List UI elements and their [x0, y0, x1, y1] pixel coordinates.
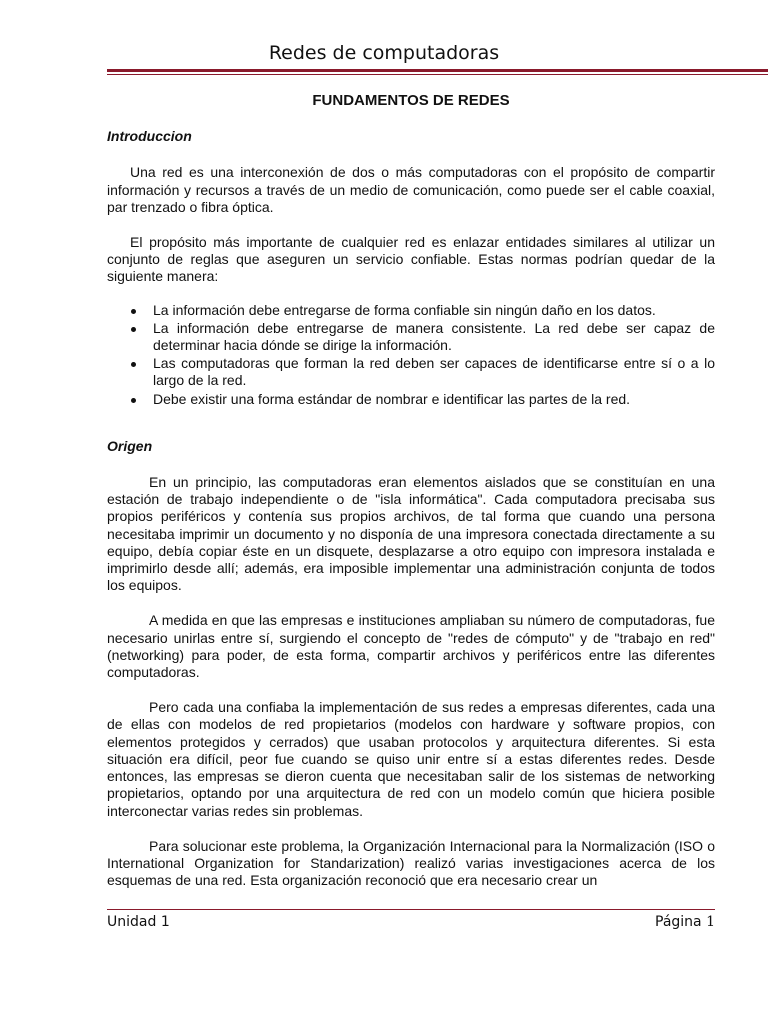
list-item-text: La información debe entregarse de forma confiable sin ningún daño en los datos.	[153, 301, 656, 318]
paragraph: A medida en que las empresas e instituciones ampliaban su número de computadoras, fue necesario unirlas entre sí, surgiendo el concepto de "redes de cómputo" y de "trabajo en red" (networking) para poder, de esta forma, compartir archivos y periféricos entre las diferentes computadoras.	[107, 612, 715, 681]
section-heading-introduccion: Introduccion	[107, 128, 192, 145]
paragraph: El propósito más importante de cualquier red es enlazar entidades similares al utilizar un conjunto de reglas que aseguren un servicio confiable. Estas normas podrían quedar de la siguiente manera:	[107, 234, 715, 285]
paragraph: Para solucionar este problema, la Organización Internacional para la Normalización (ISO o International Organization for Standarization) realizó varias investigaciones acerca de los esquemas de una red. Esta organización reconoció que era necesario crear un	[107, 837, 715, 889]
list-item-text: La información debe entregarse de manera consistente. La red debe ser capaz de determinar hacia dónde se dirige la información.	[153, 319, 715, 354]
footer-unit: Unidad 1	[107, 914, 170, 930]
paragraph: Una red es una interconexión de dos o más computadoras con el propósito de compartir información y recursos a través de un medio de comunicación, como puede ser el cable coaxial, par trenzado o fibra óptica.	[107, 164, 715, 215]
bullet-icon	[131, 362, 136, 367]
document-title: FUNDAMENTOS DE REDES	[312, 92, 510, 109]
section-heading-origen: Origen	[107, 437, 153, 454]
list-item-text: Las computadoras que forman la red deben ser capaces de identificarse entre sí o a lo largo de la red.	[153, 355, 715, 389]
paragraph: En un principio, las computadoras eran elementos aislados que se constituían en una estación de trabajo independiente o de "isla informática". Cada computadora precisaba sus propios periféricos y contenía sus propios archivos, de tal forma que cuando una persona necesitaba imprimir un documento y no disponía de una impresora conectada directamente a su equipo, debía copiar éste en un disquete, desplazarse a otro equipo con impresora instalada e imprimirlo desde allí; además, era imposible implementar una administración conjunta de todos los equipos.	[107, 474, 715, 594]
footer-page-label: Página	[655, 914, 702, 930]
footer-page	[655, 914, 715, 930]
document-body	[107, 92, 715, 907]
list-item-text: Debe existir una forma estándar de nombrar e identificar las partes de la red.	[153, 390, 631, 407]
footer-rule	[107, 909, 715, 910]
bullet-icon	[131, 327, 136, 332]
footer-page-number: 1	[706, 914, 715, 930]
list-item	[107, 320, 715, 354]
section-spacer	[107, 409, 715, 438]
paragraph: Pero cada una confiaba la implementación de sus redes a empresas diferentes, cada una de ellas con modelos de red propietarios (modelos con hardware y software propios, con elementos protegidos y cerrados) que usaban protocolos y arquitectura diferentes. Si esta situación era difícil, peor fue cuando se quiso unir entre sí a estas diferentes redes. Desde entonces, las empresas se dieron cuenta que necesitaban salir de los sistemas de networking propietarios, optando por una arquitectura de red con un modelo común que hiciera posible interconectar varias redes sin problemas.	[107, 699, 715, 819]
list-item	[107, 355, 715, 389]
bullet-list	[107, 302, 715, 408]
bullet-icon	[131, 398, 136, 403]
bullet-icon	[131, 309, 136, 314]
list-item	[107, 391, 715, 408]
header-title: Redes de computadoras	[268, 42, 500, 64]
header-rule-thin	[107, 74, 768, 75]
list-item	[107, 302, 715, 319]
header-rule-thick	[107, 69, 768, 72]
